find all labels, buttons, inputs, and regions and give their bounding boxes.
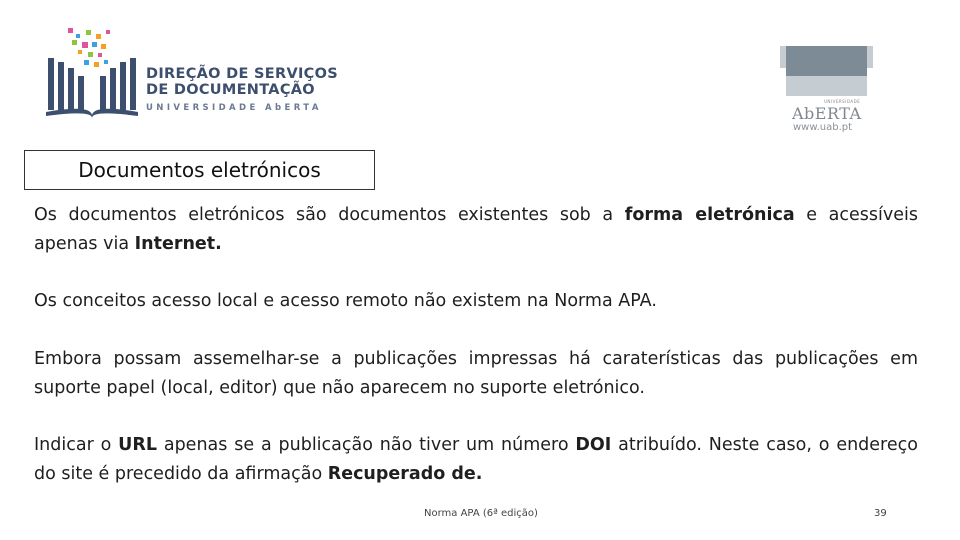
logo-line-1: DIREÇÃO DE SERVIÇOS — [146, 66, 338, 82]
paragraph-4 — [34, 431, 918, 489]
paragraph-1 — [34, 201, 918, 259]
dsd-logo — [44, 26, 338, 118]
page-number: 39 — [874, 508, 887, 519]
p4-text-a: Indicar o — [34, 435, 119, 455]
paragraph-2: Os conceitos acesso local e acesso remoto não existem na Norma APA. — [34, 291, 657, 311]
p4-text-c: apenas se a publicação não tiver um número — [157, 435, 576, 455]
slide-title-box — [24, 150, 375, 190]
p1-bold-forma: forma eletrónica — [624, 205, 795, 225]
logo-line-2: DE DOCUMENTAÇÃO — [146, 82, 315, 98]
paragraph-3: Embora possam assemelhar-se a publicações impressas há caraterísticas das publicações em suporte papel (local, editor) que não aparecem no suporte eletrónico. — [34, 349, 918, 398]
logo-line-3: UNIVERSIDADE AbERTA — [146, 103, 322, 113]
uab-small-label: UNIVERSIDADE — [824, 99, 861, 104]
uab-emblem-icon — [780, 46, 875, 101]
p1-text-a: Os documentos eletrónicos são documentos existentes sob a — [34, 205, 625, 225]
p4-bold-url: URL — [118, 435, 157, 455]
p4-text-d: atribuído. Neste caso, o endereço do site é precedido da afirmação — [34, 435, 918, 484]
footer-caption: Norma APA (6ª edição) — [424, 508, 538, 519]
uab-name: AbERTA — [792, 104, 862, 123]
book-icon — [44, 26, 144, 118]
uab-url: www.uab.pt — [793, 122, 853, 133]
p1-text-c: e acessíveis apenas via — [34, 205, 918, 254]
slide-title: Documentos eletrónicos — [78, 158, 321, 182]
p4-bold-doi: DOI — [575, 435, 612, 455]
uab-logo — [780, 46, 875, 136]
p1-bold-internet: Internet. — [134, 234, 222, 254]
p4-bold-recuperado: Recuperado de. — [327, 464, 483, 484]
